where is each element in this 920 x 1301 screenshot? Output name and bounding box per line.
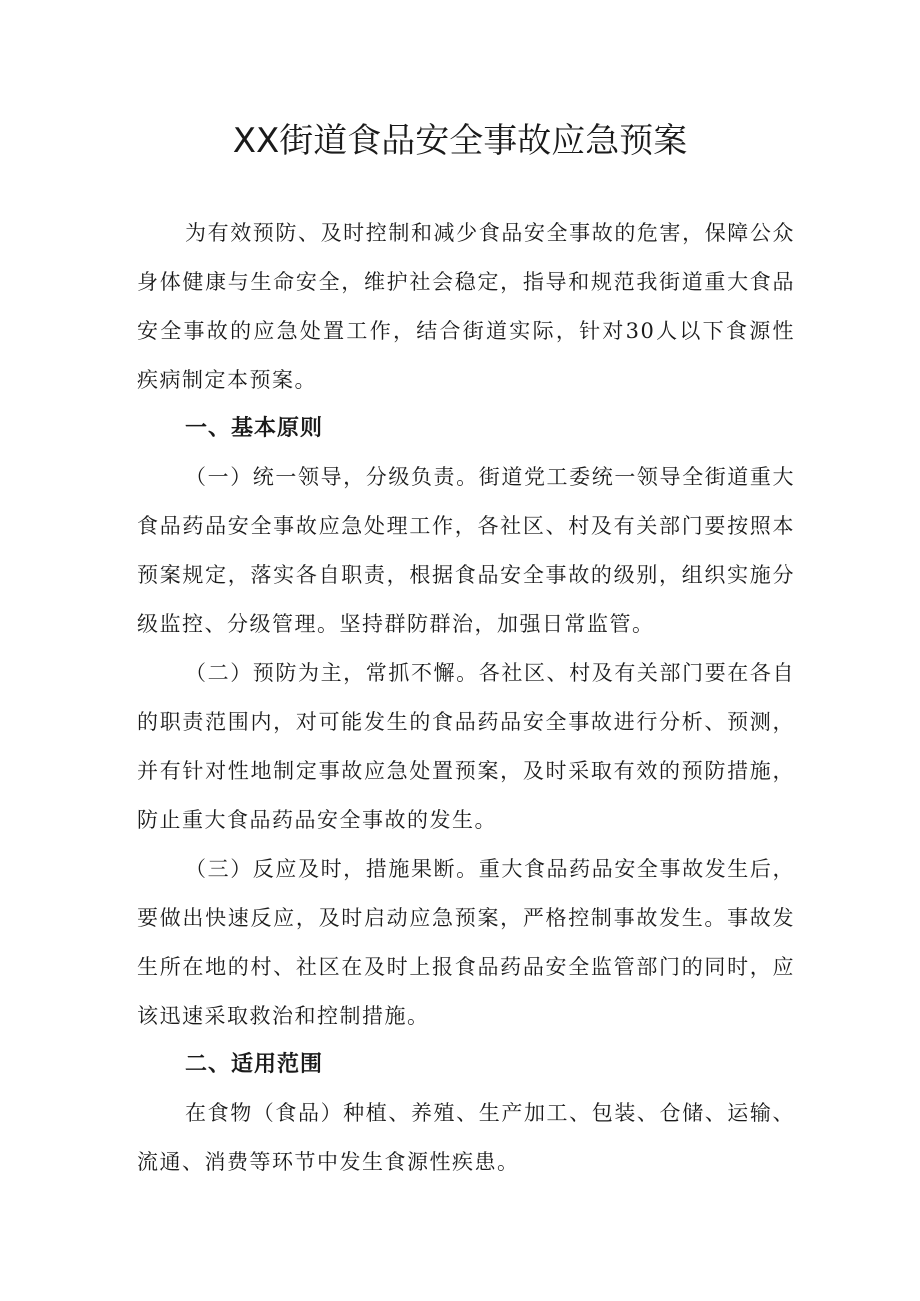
document-title: XX街道食品安全事故应急预案 [232,121,688,161]
section-scope [137,1041,795,1187]
principle-paragraph-3: （三）反应及时，措施果断。重大食品药品安全事故发生后，要做出快速反应，及时启动应急预案，严格控制事故发生。事故发生所在地的村、社区在及时上报食品药品安全监管部门的同时，应该迅速采取救治和控制措施。 [137,857,795,1028]
scope-paragraph: 在食物（食品）种植、养殖、生产加工、包装、仓储、运输、流通、消费等环节中发生食源性疾患。 [137,1101,795,1174]
section-heading: 二、适用范围 [185,1052,324,1077]
document-body [137,209,795,1187]
principle-paragraph-1: （一）统一领导，分级负责。街道党工委统一领导全街道重大食品药品安全事故应急处理工作，各社区、村及有关部门要按照本预案规定，落实各自职责，根据食品安全事故的级别，组织实施分级监控、分级管理。坚持群防群治，加强日常监管。 [137,465,795,636]
principle-paragraph-2: （二）预防为主，常抓不懈。各社区、村及有关部门要在各自的职责范围内，对可能发生的食品药品安全事故进行分析、预测，并有针对性地制定事故应急处置预案，及时采取有效的预防措施，防止重大食品药品安全事故的发生。 [137,661,795,832]
intro-paragraph: 为有效预防、及时控制和减少食品安全事故的危害，保障公众身体健康与生命安全，维护社会稳定，指导和规范我街道重大食品安全事故的应急处置工作，结合街道实际，针对30人以下食源性疾病制定本预案。 [137,221,795,392]
section-basic-principles [137,405,795,1041]
section-heading: 一、基本原则 [185,416,324,441]
